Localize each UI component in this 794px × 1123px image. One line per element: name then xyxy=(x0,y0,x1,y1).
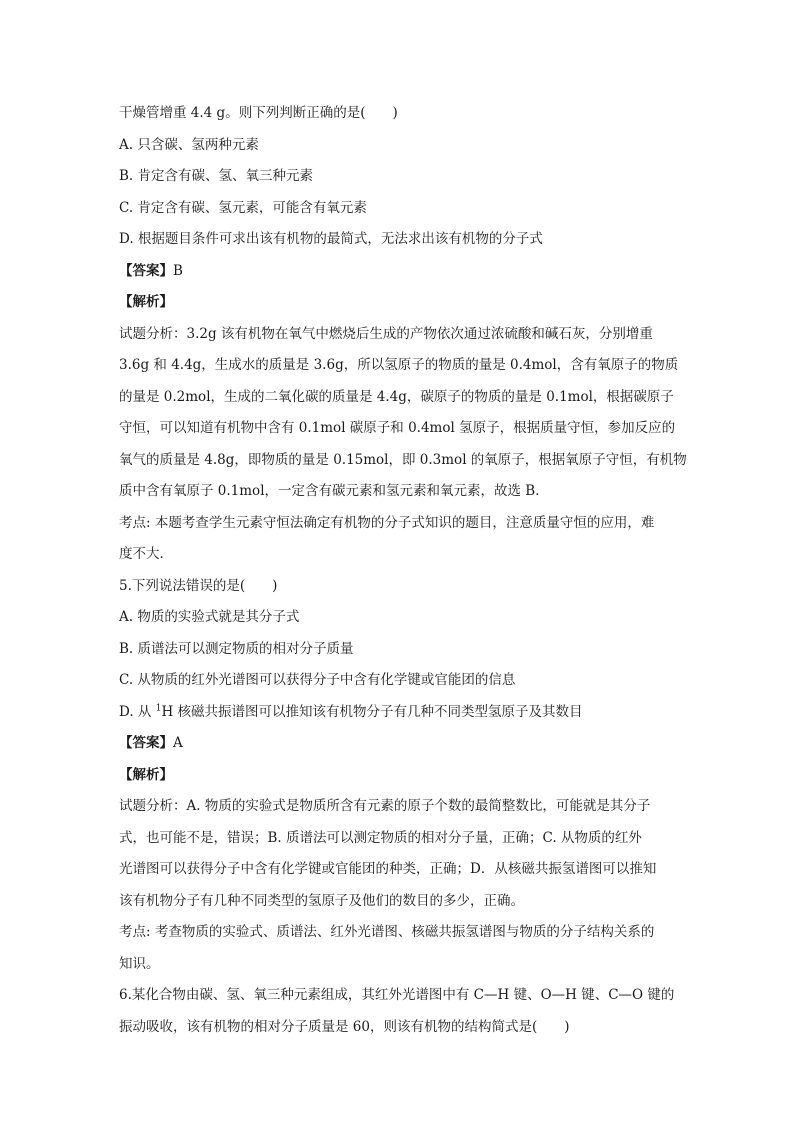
q4-answer-label: 【答案】 xyxy=(119,262,173,279)
q5-answer-value: A xyxy=(173,735,183,751)
q5-analysis-line: 试题分析：A. 物质的实验式是物质所含有元素的原子个数的最简整数比，可能就是其分子 xyxy=(119,798,651,814)
q4-analysis-label: 【解析】 xyxy=(119,294,173,310)
q4-option-d: D. 根据题目条件可求出该有机物的最简式，无法求出该有机物的分子式 xyxy=(119,231,543,247)
q4-analysis-line: 试题分析：3.2g 该有机物在氧气中燃烧后生成的产物依次通过浓硫酸和碱石灰，分别增重 xyxy=(119,325,653,342)
q5-answer xyxy=(119,731,681,763)
q5-stem: 5.下列说法错误的是( ) xyxy=(119,577,278,594)
q5-option-b: B. 质谱法可以测定物质的相对分子质量 xyxy=(119,640,354,657)
q5-option-d xyxy=(119,700,681,732)
q5-option-c: C. 从物质的红外光谱图可以获得分子中含有化学键或官能团的信息 xyxy=(119,672,516,688)
q4-stem-tail: 干燥管增重 4.4 g。则下列判断正确的是( ) xyxy=(119,105,398,121)
q4-kaodian-line: 考点: 本题考查学生元素守恒法确定有机物的分子式知识的题目，注意质量守恒的应用，难 xyxy=(119,514,655,531)
q5-analysis-line: 光谱图可以获得分子中含有化学键或官能团的种类，正确；D．从核磁共振氢谱图可以推知 xyxy=(119,861,657,877)
q5-option-d-superscript: 1 xyxy=(155,703,162,713)
q6-stem-line: 6.某化合物由碳、氢、氧三种元素组成，其红外光谱图中有 C—H 键、O—H 键、C—O 键的 xyxy=(119,987,675,1003)
q4-analysis-line: 质中含有氧原子 0.1mol，一定含有碳元素和氢元素和氧元素，故选 B． xyxy=(119,483,549,499)
q4-analysis-line: 守恒，可以知道有机物中含有 0.1mol 碳原子和 0.4mol 氢原子，根据质量守恒，参加反应的 xyxy=(119,420,676,436)
q5-analysis-line: 该有机物分子有几种不同类型的氢原子及他们的数目的多少，正确。 xyxy=(119,892,524,909)
q4-analysis-line: 3.6g 和 4.4g，生成水的质量是 3.6g，所以氢原子的物质的量是 0.4mol，含有氧原子的物质 xyxy=(119,357,679,373)
q5-analysis-label: 【解析】 xyxy=(119,766,173,783)
q5-analysis-line: 式，也可能不是，错误；B. 质谱法可以测定物质的相对分子量，正确；C. 从物质的红外 xyxy=(119,829,642,846)
q4-analysis-line: 氧气的质量是 4.8g，即物质的量是 0.15mol，即 0.3mol 的氧原子，根据氧原子守恒，有机物 xyxy=(119,451,687,468)
q5-option-d-text: H 核磁共振谱图可以推知该有机物分子有几种不同类型氢原子及其数目 xyxy=(161,703,583,720)
q6-stem-line: 振动吸收，该有机物的相对分子质量是 60，则该有机物的结构简式是( ) xyxy=(119,1018,570,1035)
q5-option-d-prefix: D. 从 xyxy=(119,703,156,720)
q4-option-a: A. 只含碳、氢两种元素 xyxy=(119,136,259,153)
q5-option-a: A. 物质的实验式就是其分子式 xyxy=(119,609,300,625)
q5-kaodian-line: 考点: 考查物质的实验式、质谱法、红外光谱图、核磁共振氢谱图与物质的分子结构关系的 xyxy=(119,924,655,940)
q4-answer-value: B xyxy=(173,262,183,279)
q5-answer-label: 【答案】 xyxy=(119,735,173,751)
q4-kaodian-line: 度不大． xyxy=(119,546,173,562)
q4-option-b: B. 肯定含有碳、氢、氧三种元素 xyxy=(119,168,314,184)
q5-kaodian-line: 知识。 xyxy=(119,955,160,972)
q4-analysis-line: 的量是 0.2mol，生成的二氧化碳的质量是 4.4g，碳原子的物质的量是 0.1mol，根据碳原子 xyxy=(119,388,674,405)
document-body xyxy=(119,101,687,1046)
q4-answer xyxy=(119,259,681,291)
q4-option-c: C. 肯定含有碳、氢元素，可能含有氧元素 xyxy=(119,199,367,216)
